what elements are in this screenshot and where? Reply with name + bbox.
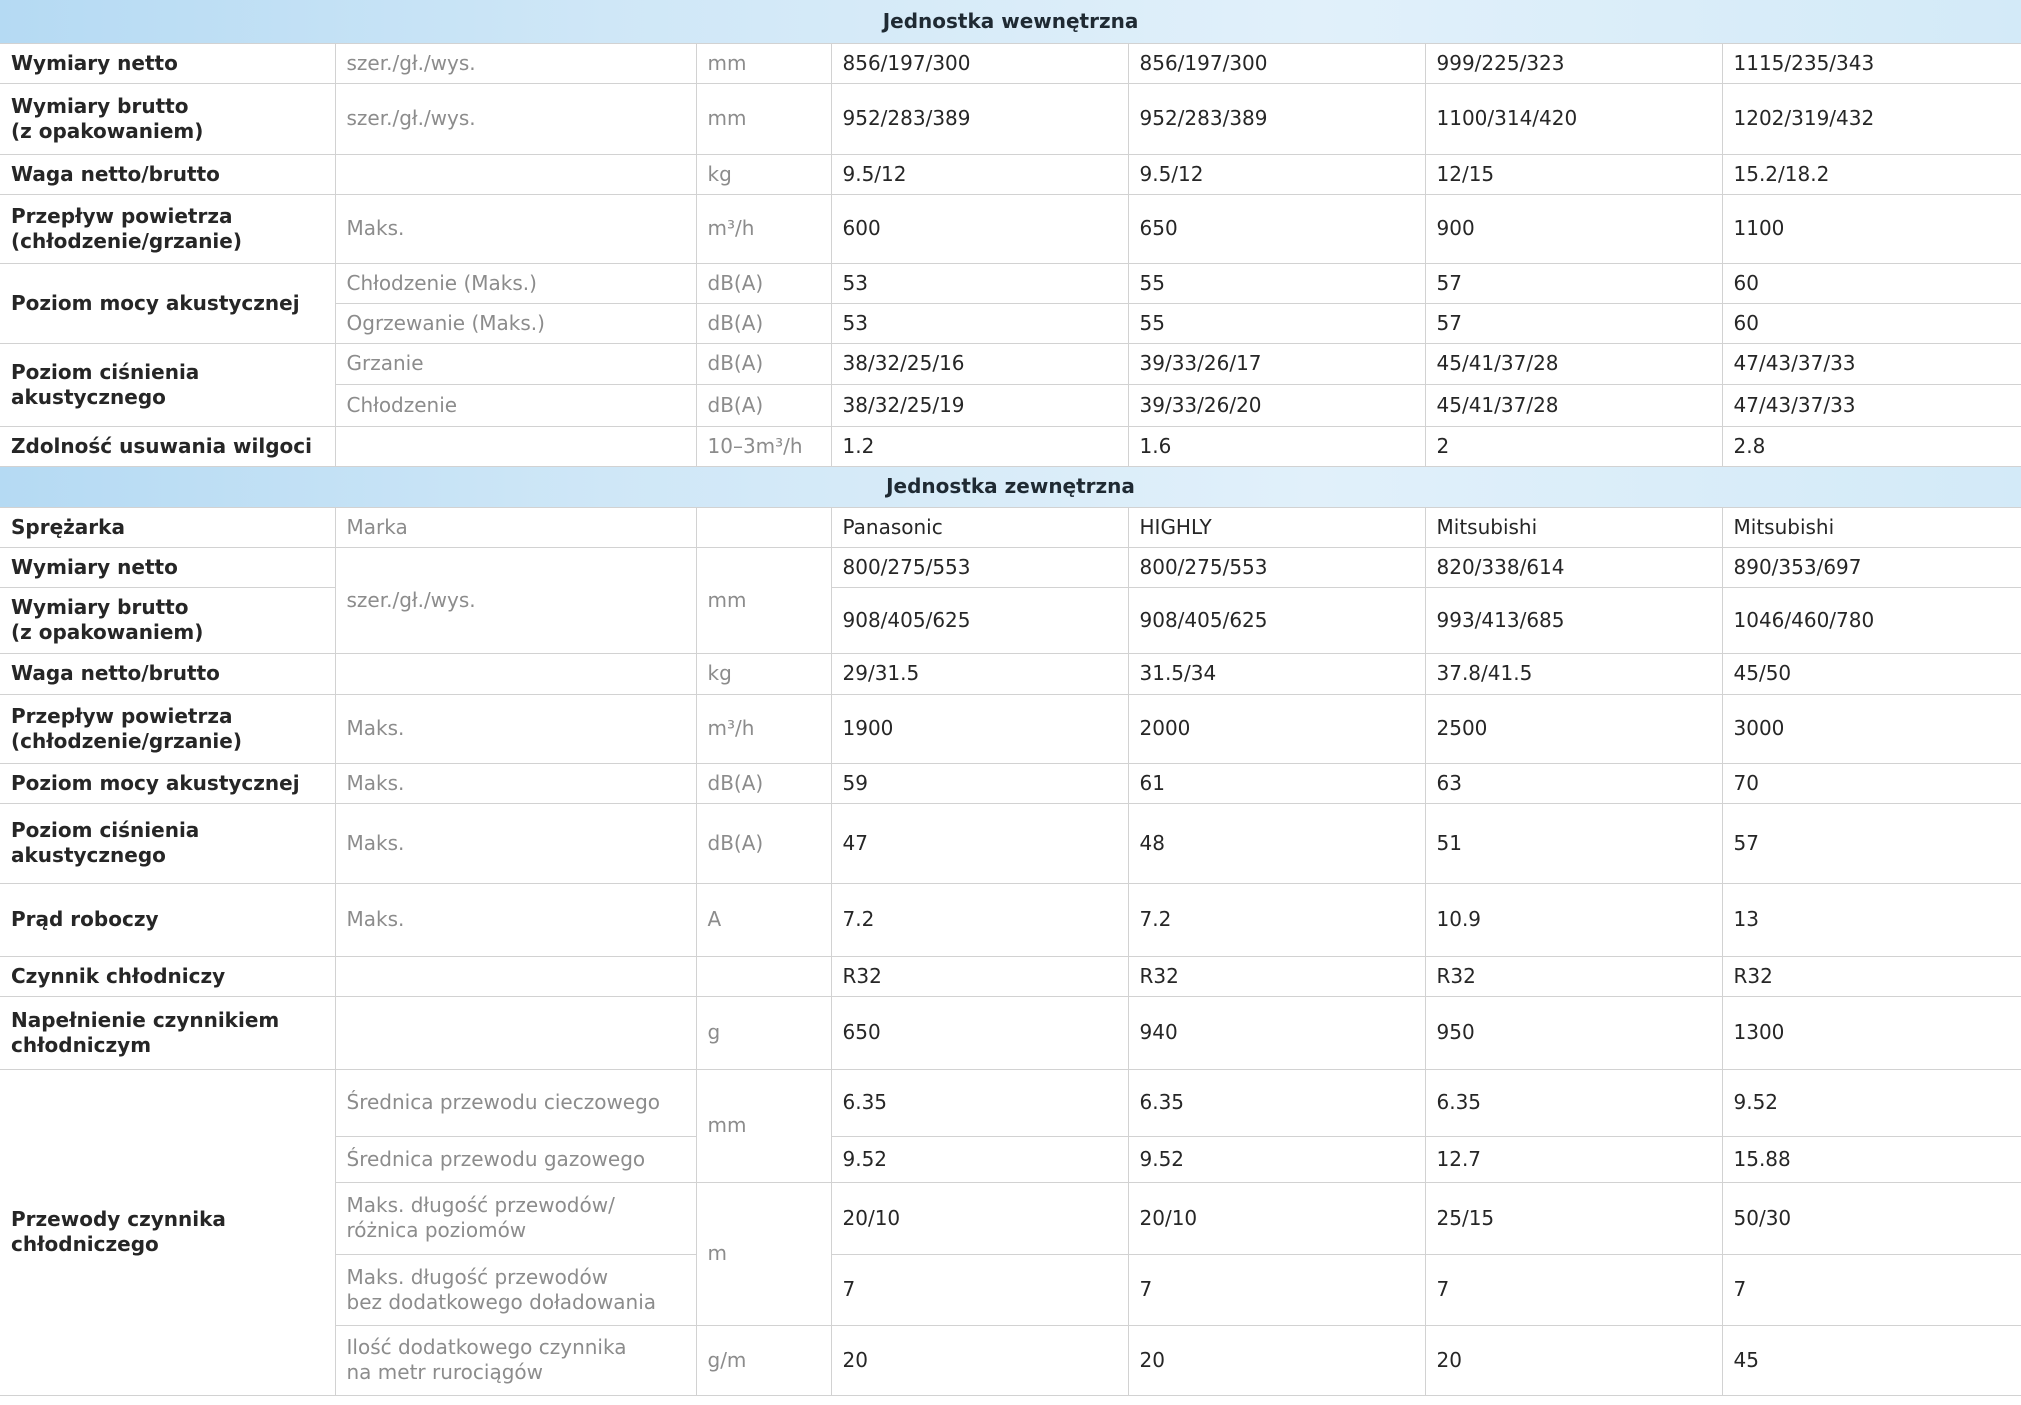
value-cell: 13: [1722, 883, 2021, 956]
value-cell: 908/405/625: [1128, 587, 1425, 653]
value-cell: 45/50: [1722, 653, 2021, 694]
value-cell: 25/15: [1425, 1182, 1722, 1254]
value-cell: 993/413/685: [1425, 587, 1722, 653]
table-row: [0, 956, 2021, 996]
value-cell: R32: [1722, 956, 2021, 996]
table-row: [0, 43, 2021, 83]
value-cell: 3000: [1722, 694, 2021, 763]
value-cell: 38/32/25/19: [831, 384, 1128, 426]
value-cell: 7.2: [1128, 883, 1425, 956]
value-cell: 900: [1425, 194, 1722, 263]
value-cell: 20: [831, 1325, 1128, 1395]
value-cell: 1115/235/343: [1722, 43, 2021, 83]
row-unit: [696, 956, 831, 996]
value-cell: 47/43/37/33: [1722, 384, 2021, 426]
value-cell: 2000: [1128, 694, 1425, 763]
value-cell: 51: [1425, 803, 1722, 883]
value-cell: 53: [831, 303, 1128, 343]
row-sublabel: Ilość dodatkowego czynnika na metr rurociągów: [335, 1325, 696, 1395]
row-label: Napełnienie czynnikiem chłodniczym: [0, 996, 335, 1069]
table-row: [0, 547, 2021, 587]
row-label: Przepływ powietrza (chłodzenie/grzanie): [0, 194, 335, 263]
value-cell: 952/283/389: [1128, 83, 1425, 154]
table-row: [0, 263, 2021, 303]
row-label: Zdolność usuwania wilgoci: [0, 426, 335, 466]
row-sublabel: Maks. długość przewodów/ różnica poziomów: [335, 1182, 696, 1254]
row-sublabel: [335, 653, 696, 694]
value-cell: 9.52: [1722, 1069, 2021, 1136]
row-sublabel: [335, 154, 696, 194]
table-row: [0, 507, 2021, 547]
value-cell: 950: [1425, 996, 1722, 1069]
value-cell: 15.88: [1722, 1136, 2021, 1182]
value-cell: 47: [831, 803, 1128, 883]
row-sublabel: Marka: [335, 507, 696, 547]
row-unit: g: [696, 996, 831, 1069]
row-sublabel: Maks.: [335, 694, 696, 763]
row-sublabel: Maks.: [335, 883, 696, 956]
value-cell: 55: [1128, 303, 1425, 343]
row-sublabel: Chłodzenie (Maks.): [335, 263, 696, 303]
table-row: [0, 194, 2021, 263]
table-row: [0, 154, 2021, 194]
table-row: [0, 343, 2021, 384]
value-cell: 38/32/25/16: [831, 343, 1128, 384]
value-cell: 7: [1722, 1254, 2021, 1325]
value-cell: 6.35: [831, 1069, 1128, 1136]
value-cell: 800/275/553: [1128, 547, 1425, 587]
row-unit: dB(A): [696, 303, 831, 343]
value-cell: 70: [1722, 763, 2021, 803]
value-cell: 57: [1425, 303, 1722, 343]
value-cell: 2.8: [1722, 426, 2021, 466]
value-cell: 9.52: [831, 1136, 1128, 1182]
value-cell: Mitsubishi: [1722, 507, 2021, 547]
value-cell: 600: [831, 194, 1128, 263]
value-cell: 37.8/41.5: [1425, 653, 1722, 694]
value-cell: 7: [1128, 1254, 1425, 1325]
value-cell: R32: [1425, 956, 1722, 996]
row-sublabel: szer./gł./wys.: [335, 83, 696, 154]
row-sublabel: Średnica przewodu cieczowego: [335, 1069, 696, 1136]
row-unit: dB(A): [696, 384, 831, 426]
value-cell: 6.35: [1425, 1069, 1722, 1136]
value-cell: 20/10: [1128, 1182, 1425, 1254]
row-sublabel: [335, 426, 696, 466]
value-cell: 45/41/37/28: [1425, 384, 1722, 426]
row-label: Sprężarka: [0, 507, 335, 547]
table-row: [0, 426, 2021, 466]
row-label: Wymiary netto: [0, 547, 335, 587]
row-unit: dB(A): [696, 263, 831, 303]
section-title: Jednostka wewnętrzna: [0, 0, 2021, 43]
value-cell: 9.5/12: [1128, 154, 1425, 194]
value-cell: 12.7: [1425, 1136, 1722, 1182]
row-unit: m³/h: [696, 194, 831, 263]
value-cell: 650: [831, 996, 1128, 1069]
value-cell: HIGHLY: [1128, 507, 1425, 547]
row-unit: dB(A): [696, 803, 831, 883]
value-cell: 650: [1128, 194, 1425, 263]
value-cell: 1900: [831, 694, 1128, 763]
value-cell: 1100: [1722, 194, 2021, 263]
value-cell: 856/197/300: [1128, 43, 1425, 83]
row-label: Waga netto/brutto: [0, 653, 335, 694]
value-cell: 47/43/37/33: [1722, 343, 2021, 384]
value-cell: 9.52: [1128, 1136, 1425, 1182]
value-cell: 48: [1128, 803, 1425, 883]
value-cell: 20/10: [831, 1182, 1128, 1254]
value-cell: 39/33/26/20: [1128, 384, 1425, 426]
row-unit: m: [696, 1182, 831, 1325]
value-cell: 60: [1722, 303, 2021, 343]
value-cell: 20: [1128, 1325, 1425, 1395]
table-row: [0, 803, 2021, 883]
value-cell: 60: [1722, 263, 2021, 303]
value-cell: 1.2: [831, 426, 1128, 466]
row-unit: kg: [696, 154, 831, 194]
row-unit: 10–3m³/h: [696, 426, 831, 466]
value-cell: 45/41/37/28: [1425, 343, 1722, 384]
value-cell: 9.5/12: [831, 154, 1128, 194]
row-unit: mm: [696, 547, 831, 653]
value-cell: 1300: [1722, 996, 2021, 1069]
value-cell: 999/225/323: [1425, 43, 1722, 83]
table-row: [0, 1069, 2021, 1136]
row-label: Prąd roboczy: [0, 883, 335, 956]
row-label: Wymiary brutto (z opakowaniem): [0, 587, 335, 653]
value-cell: 820/338/614: [1425, 547, 1722, 587]
row-unit: mm: [696, 43, 831, 83]
value-cell: Panasonic: [831, 507, 1128, 547]
table-row: [0, 883, 2021, 956]
row-label: Waga netto/brutto: [0, 154, 335, 194]
table-row: [0, 587, 2021, 653]
value-cell: 10.9: [1425, 883, 1722, 956]
value-cell: 908/405/625: [831, 587, 1128, 653]
row-unit: dB(A): [696, 343, 831, 384]
row-sublabel: Grzanie: [335, 343, 696, 384]
row-unit: mm: [696, 83, 831, 154]
row-sublabel: Średnica przewodu gazowego: [335, 1136, 696, 1182]
section-header-indoor: [0, 0, 2021, 43]
table-row: [0, 694, 2021, 763]
value-cell: 2500: [1425, 694, 1722, 763]
row-label: Czynnik chłodniczy: [0, 956, 335, 996]
section-header-outdoor: [0, 466, 2021, 507]
value-cell: 45: [1722, 1325, 2021, 1395]
row-sublabel: Maks.: [335, 763, 696, 803]
value-cell: 1202/319/432: [1722, 83, 2021, 154]
row-sublabel: Maks. długość przewodów bez dodatkowego doładowania: [335, 1254, 696, 1325]
value-cell: 12/15: [1425, 154, 1722, 194]
row-label: Przewody czynnika chłodniczego: [0, 1069, 335, 1395]
row-label: Poziom mocy akustycznej: [0, 763, 335, 803]
value-cell: 1046/460/780: [1722, 587, 2021, 653]
row-sublabel: Chłodzenie: [335, 384, 696, 426]
row-label: Wymiary brutto (z opakowaniem): [0, 83, 335, 154]
table-row: [0, 763, 2021, 803]
section-title: Jednostka zewnętrzna: [0, 466, 2021, 507]
value-cell: 800/275/553: [831, 547, 1128, 587]
value-cell: 1.6: [1128, 426, 1425, 466]
value-cell: R32: [1128, 956, 1425, 996]
row-unit: A: [696, 883, 831, 956]
row-sublabel: Maks.: [335, 803, 696, 883]
row-label: Poziom ciśnienia akustycznego: [0, 803, 335, 883]
value-cell: 2: [1425, 426, 1722, 466]
value-cell: 59: [831, 763, 1128, 803]
row-unit: [696, 507, 831, 547]
value-cell: 53: [831, 263, 1128, 303]
value-cell: 890/353/697: [1722, 547, 2021, 587]
row-unit: g/m: [696, 1325, 831, 1395]
table-row: [0, 653, 2021, 694]
row-sublabel: Ogrzewanie (Maks.): [335, 303, 696, 343]
value-cell: 55: [1128, 263, 1425, 303]
row-label: Poziom mocy akustycznej: [0, 263, 335, 343]
value-cell: 29/31.5: [831, 653, 1128, 694]
row-unit: dB(A): [696, 763, 831, 803]
value-cell: 952/283/389: [831, 83, 1128, 154]
value-cell: 57: [1722, 803, 2021, 883]
row-label: Przepływ powietrza (chłodzenie/grzanie): [0, 694, 335, 763]
table-row: [0, 996, 2021, 1069]
table-row: [0, 83, 2021, 154]
row-sublabel: [335, 956, 696, 996]
value-cell: 6.35: [1128, 1069, 1425, 1136]
row-sublabel: szer./gł./wys.: [335, 43, 696, 83]
value-cell: 39/33/26/17: [1128, 343, 1425, 384]
value-cell: 57: [1425, 263, 1722, 303]
value-cell: 31.5/34: [1128, 653, 1425, 694]
value-cell: 7.2: [831, 883, 1128, 956]
row-sublabel: szer./gł./wys.: [335, 547, 696, 653]
row-sublabel: [335, 996, 696, 1069]
row-unit: m³/h: [696, 694, 831, 763]
row-unit: mm: [696, 1069, 831, 1182]
row-sublabel: Maks.: [335, 194, 696, 263]
value-cell: 63: [1425, 763, 1722, 803]
value-cell: 20: [1425, 1325, 1722, 1395]
value-cell: R32: [831, 956, 1128, 996]
value-cell: 61: [1128, 763, 1425, 803]
value-cell: 856/197/300: [831, 43, 1128, 83]
value-cell: 15.2/18.2: [1722, 154, 2021, 194]
row-label: Poziom ciśnienia akustycznego: [0, 343, 335, 426]
value-cell: 1100/314/420: [1425, 83, 1722, 154]
row-unit: kg: [696, 653, 831, 694]
value-cell: 7: [1425, 1254, 1722, 1325]
value-cell: 50/30: [1722, 1182, 2021, 1254]
value-cell: 7: [831, 1254, 1128, 1325]
value-cell: Mitsubishi: [1425, 507, 1722, 547]
value-cell: 940: [1128, 996, 1425, 1069]
row-label: Wymiary netto: [0, 43, 335, 83]
